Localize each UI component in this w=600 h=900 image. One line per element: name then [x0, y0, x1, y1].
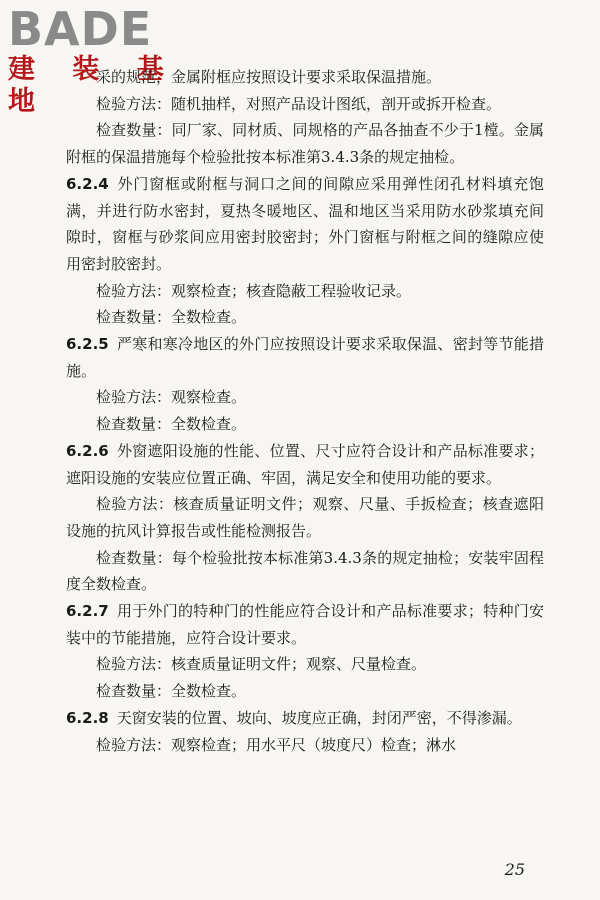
document-body [66, 64, 544, 758]
paragraph: 检查数量：全数检查。 [96, 682, 247, 701]
paragraph: 检验方法：随机抽样，对照产品设计图纸，剖开或拆开检查。 [96, 94, 502, 113]
logo-text: BADE [8, 2, 153, 56]
clause-paragraph: 6.2.6 外窗遮阳设施的性能、位置、尺寸应符合设计和产品标准要求；遮阳设施的安装应位置正确、牢固，满足安全和使用功能的要求。 [66, 441, 544, 487]
clause-paragraph: 6.2.8 天窗安装的位置、坡向、坡度应正确，封闭严密，不得渗漏。 [66, 708, 522, 727]
paragraph: 检查数量：每个检验批按本标准第3.4.3条的规定抽检；安装牢固程度全数检查。 [66, 548, 544, 594]
clause-paragraph: 6.2.4 外门窗框或附框与洞口之间的间隙应采用弹性闭孔材料填充饱满，并进行防水密封，夏热冬暖地区、温和地区当采用防水砂浆填充间隙时，窗框与砂浆间应用密封胶密封；外门窗框与附框之间的缝隙应使用密封胶密封。 [66, 174, 544, 273]
clause-number: 6.2.5 [66, 335, 109, 354]
logo-wordmark [8, 4, 178, 54]
paragraph: 检验方法：观察检查；用水平尺（坡度尺）检查；淋水 [96, 735, 457, 754]
paragraph: 检验方法：观察检查。 [96, 388, 247, 407]
paragraph: 检查数量：全数检查。 [96, 308, 247, 327]
clause-paragraph: 6.2.7 用于外门的特种门的性能应符合设计和产品标准要求；特种门安装中的节能措施，应符合设计要求。 [66, 602, 544, 647]
paragraph: 检验方法：观察检查；核查隐蔽工程验收记录。 [96, 281, 412, 300]
paragraph: 检验方法：核查质量证明文件；观察、尺量检查。 [96, 655, 427, 674]
paragraph: 检查数量：同厂家、同材质、同规格的产品各抽查不少于1樘。金属附框的保温措施每个检验批按本标准第3.4.3条的规定抽检。 [66, 121, 544, 167]
page-number: 25 [504, 860, 525, 879]
clause-paragraph: 6.2.5 严寒和寒冷地区的外门应按照设计要求采取保温、密封等节能措施。 [66, 335, 544, 380]
paragraph: 采的规范，金属附框应按照设计要求采取保温措施。 [96, 68, 442, 86]
clause-number: 6.2.4 [66, 174, 109, 193]
clause-number: 6.2.7 [66, 602, 109, 621]
clause-number: 6.2.6 [66, 441, 109, 460]
paragraph: 检查数量：全数检查。 [96, 415, 247, 434]
paragraph: 检验方法：核查质量证明文件；观察、尺量、手扳检查；核查遮阳设施的抗风计算报告或性能检测报告。 [66, 495, 544, 540]
logo-subtitle: 建 装 基 地 [8, 54, 178, 117]
clause-number: 6.2.8 [66, 708, 109, 727]
